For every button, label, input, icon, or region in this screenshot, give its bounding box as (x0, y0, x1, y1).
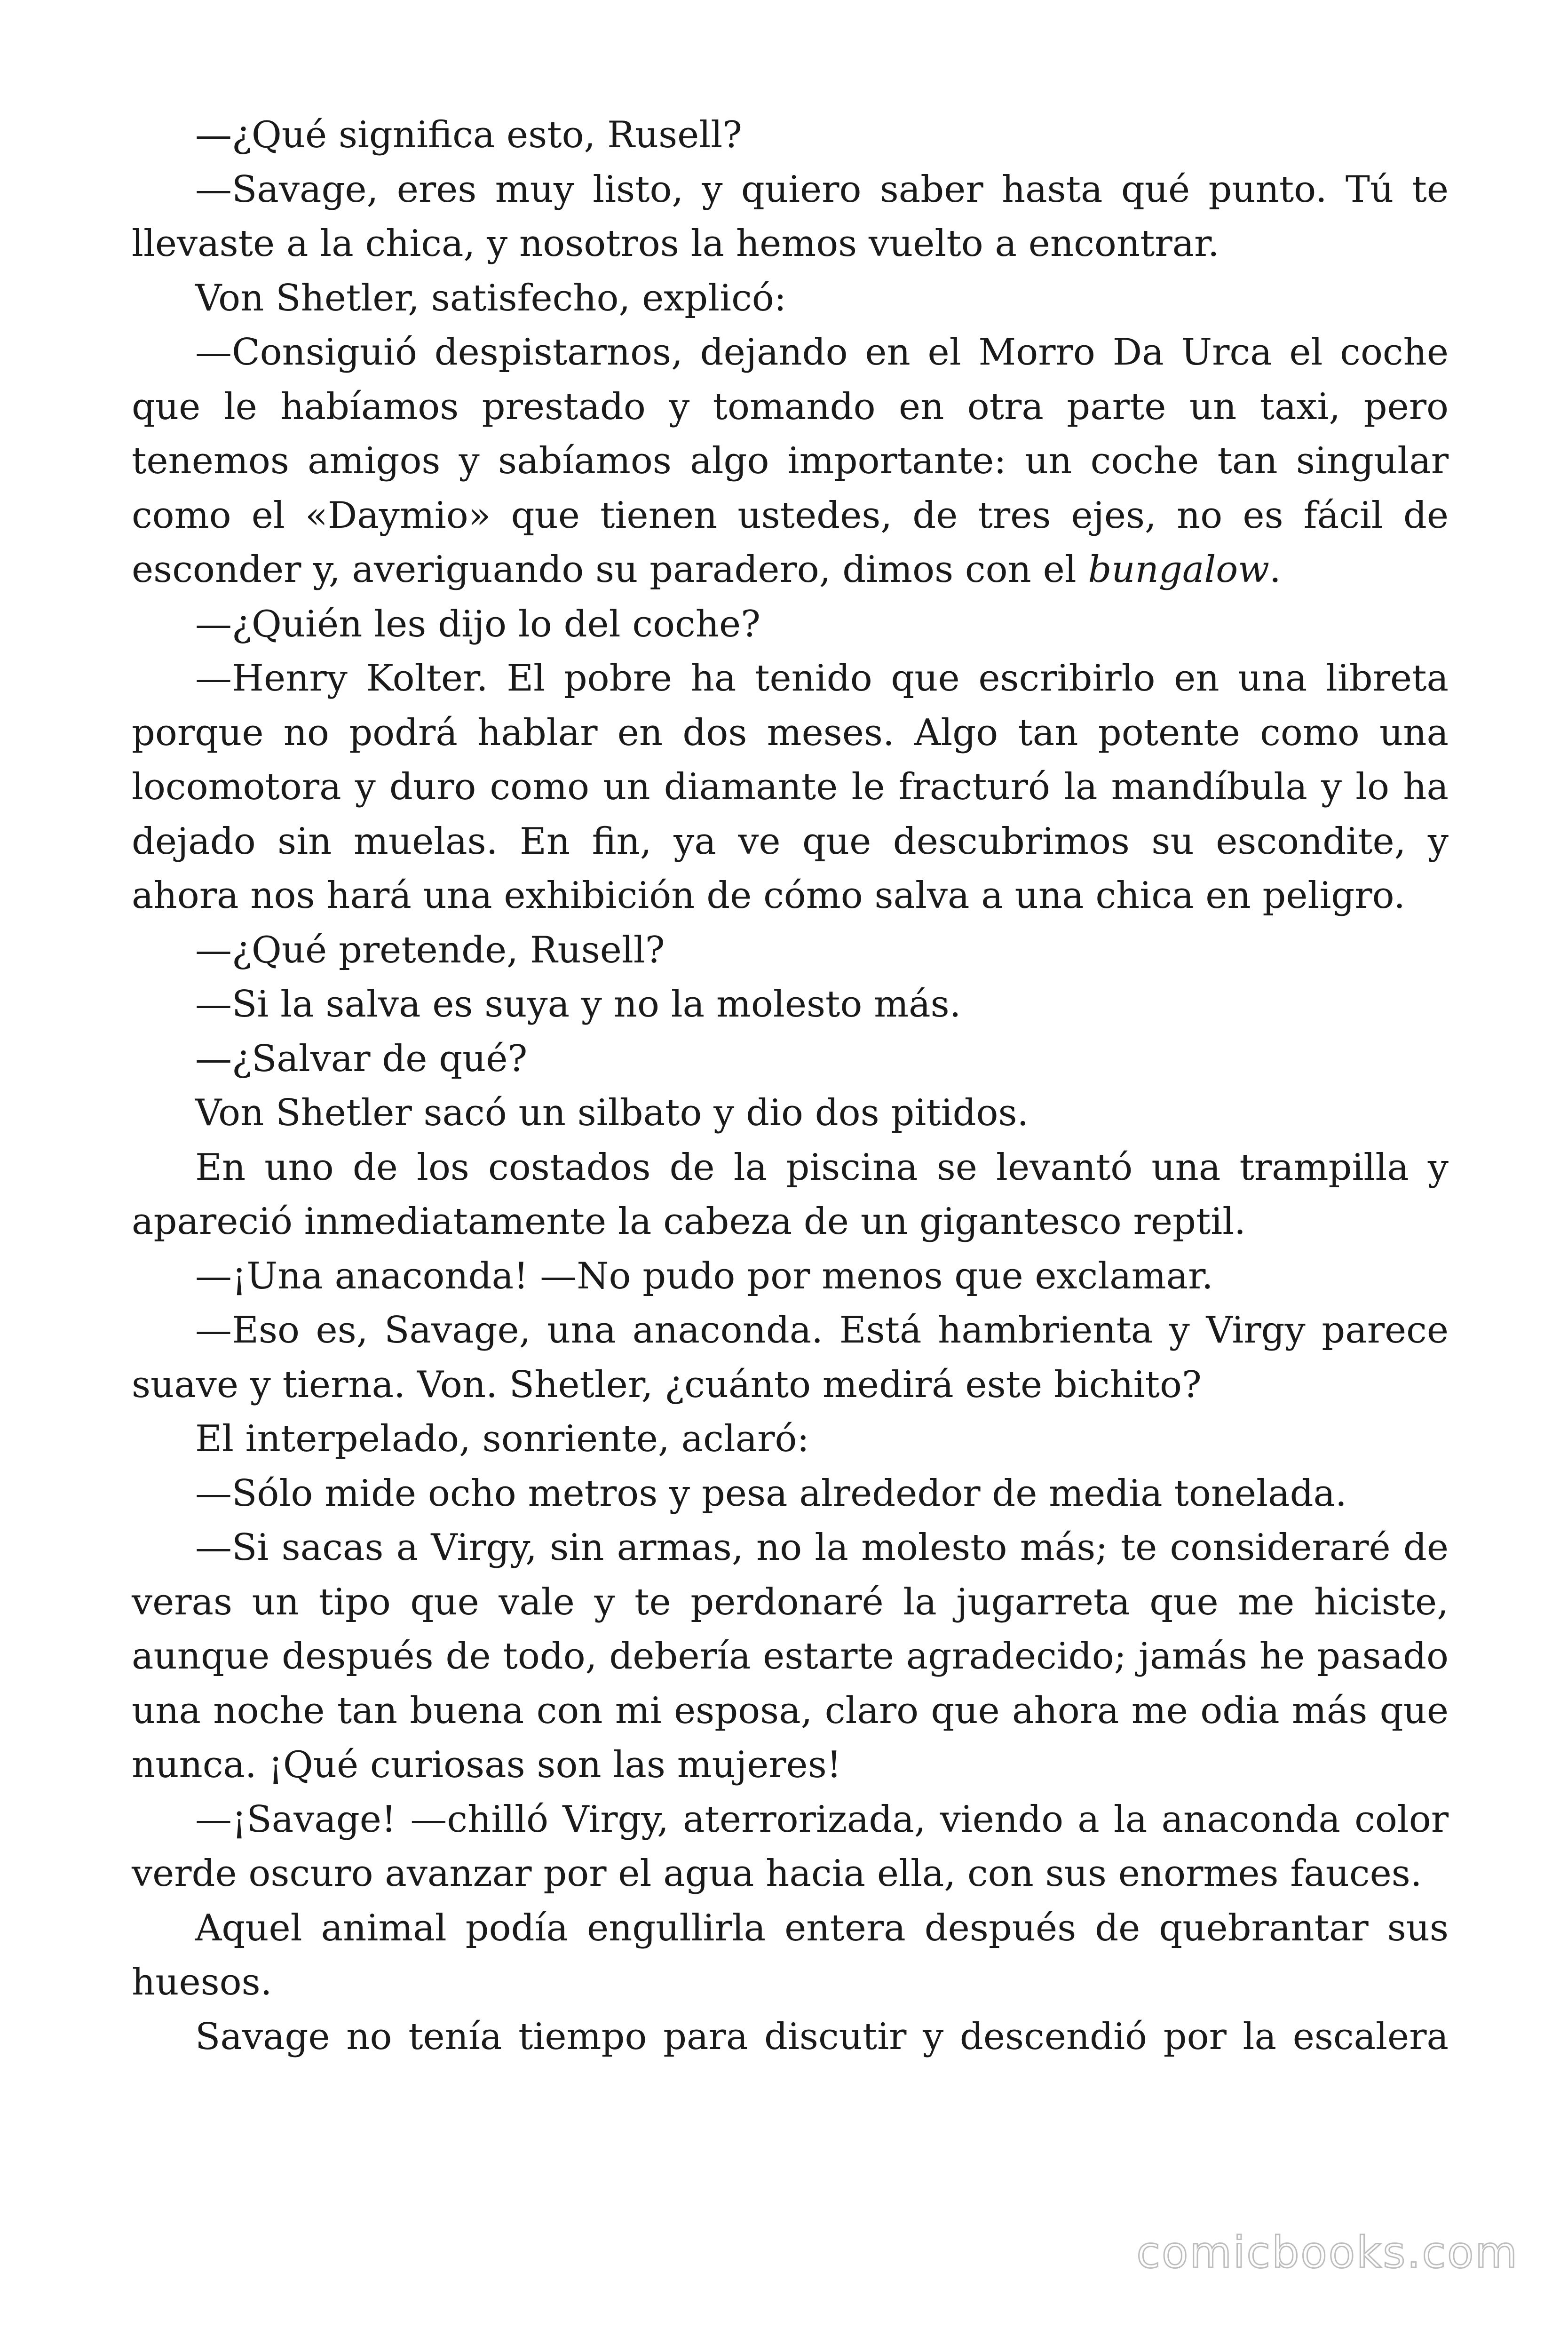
paragraph: Savage no tenía tiempo para discutir y descendió por la escalera (195, 2015, 1449, 2058)
paragraph-text: . (1269, 548, 1281, 591)
book-page (132, 108, 1449, 2064)
paragraph-text: —Consiguió despistarnos, dejando en el Morro Da Urca el coche que le habíamos prestado y tomando en otra parte un taxi, pero tenemos amigos y sabíamos algo importante: un coche tan singular como el «Daymio» que tienen ustedes, de tres ejes, no es fácil de esconder y, averiguando su paradero, dimos con el (132, 331, 1449, 591)
paragraph: —¿Qué significa esto, Rusell? (195, 114, 742, 156)
paragraph: El interpelado, sonriente, aclaró: (195, 1418, 809, 1460)
paragraph: —Si la salva es suya y no la molesto más. (195, 983, 961, 1025)
paragraph: —Sólo mide ocho metros y pesa alrededor de media tonelada. (195, 1472, 1347, 1515)
paragraph: —¡Una anaconda! —No pudo por menos que exclamar. (195, 1255, 1213, 1297)
paragraph: Von Shetler sacó un silbato y dio dos pitidos. (195, 1092, 1029, 1134)
paragraph: —¿Qué pretende, Rusell? (195, 929, 665, 971)
paragraph: —Savage, eres muy listo, y quiero saber hasta qué punto. Tú te llevaste a la chica, y nosotros la hemos vuelto a encontrar. (132, 168, 1449, 265)
paragraph: —Si sacas a Virgy, sin armas, no la molesto más; te consideraré de veras un tipo que vale y te perdonaré la jugarreta que me hiciste, aunque después de todo, debería estarte agradecido; jamás he pasado una noche tan buena con mi esposa, claro que ahora me odia más que nunca. ¡Qué curiosas son las mujeres! (132, 1526, 1449, 1786)
paragraph: —¿Quién les dijo lo del coche? (195, 603, 760, 645)
paragraph: Von Shetler, satisfecho, explicó: (195, 277, 786, 319)
paragraph: Aquel animal podía engullirla entera después de quebrantar sus huesos. (132, 1907, 1449, 2003)
paragraph (132, 326, 1449, 597)
italic-word: bungalow (1088, 548, 1269, 591)
paragraph: —¡Savage! —chilló Virgy, aterrorizada, viendo a la anaconda color verde oscuro avanzar por el agua hacia ella, con sus enormes fauces. (132, 1798, 1449, 1895)
paragraph: —Henry Kolter. El pobre ha tenido que escribirlo en una libreta porque no podrá hablar en dos meses. Algo tan potente como una locomotora y duro como un diamante le fracturó la mandíbula y lo ha dejado sin muelas. En fin, ya ve que descubrimos su escondite, y ahora nos hará una exhibición de cómo salva a una chica en peligro. (132, 657, 1449, 917)
paragraph: —¿Salvar de qué? (195, 1037, 528, 1080)
watermark-logo: comicbooks.com (1136, 2227, 1519, 2278)
paragraph: En uno de los costados de la piscina se levantó una trampilla y apareció inmediatamente la cabeza de un gigantesco reptil. (132, 1146, 1449, 1243)
paragraph: —Eso es, Savage, una anaconda. Está hambrienta y Virgy parece suave y tierna. Von. Shetler, ¿cuánto medirá este bichito? (132, 1309, 1449, 1406)
